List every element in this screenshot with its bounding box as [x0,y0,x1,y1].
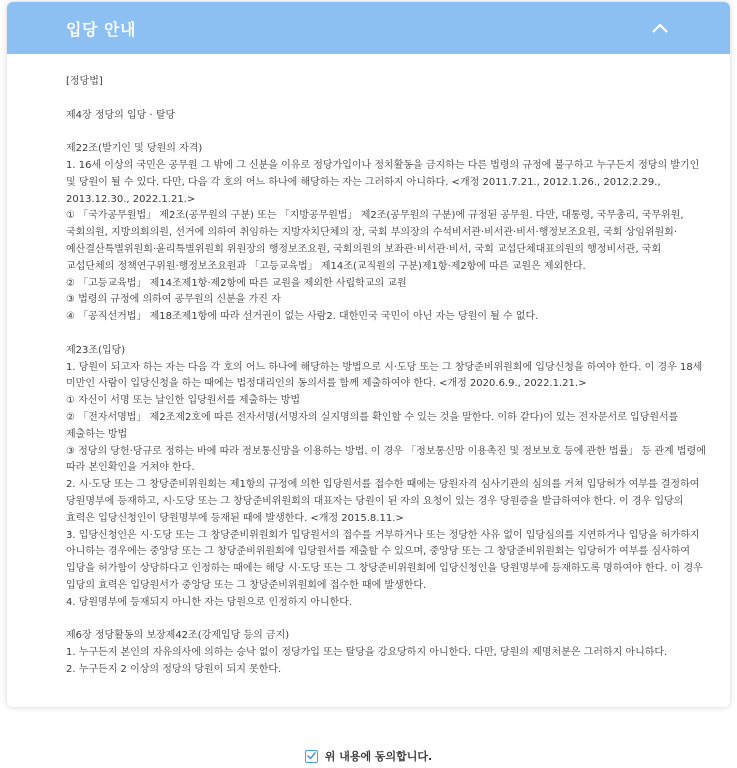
join-guide-panel [7,2,730,707]
article-23-paragraph-4: 4. 당원명부에 등재되지 아니한 자는 당원으로 인정하지 아니한다. [66,596,353,608]
article-23-paragraph-1: 1. 당원이 되고자 하는 자는 다음 각 호의 어느 하나에 해당하는 방법으로 시·도당 또는 그 창당준비위원회에 입당신청을 하여야 한다. 이 경우 18세 미만인 사람이 입당신청을 하는 때에는 법정대리인의 동의서를 함께 제출하여야 한다. <개정 2020.6.9., 2022.1.21.> [66,361,703,390]
article-42-paragraph-1: 1. 누구든지 본인의 자유의사에 의하는 승낙 없이 정당가입 또는 탈당을 강요당하지 아니한다. 다만, 당원의 제명처분은 그러하지 아니하다. [66,647,668,659]
article-22-item-2: ② 「고등교육법」 제14조제1항·제2항에 따른 교원을 제외한 사립학교의 교원 [66,277,407,289]
article-42-paragraph-2: 2. 누구든지 2 이상의 정당의 당원이 되지 못한다. [66,663,282,675]
agree-text: 위 내용에 동의합니다. [324,750,433,763]
panel-title: 입당 안내 [66,19,136,39]
article-23-item-2: ② 「전자서명법」 제2조제2호에 따른 전자서명(서명자의 실지명의를 확인할 수 있는 것을 말한다. 이하 같다)이 있는 전자문서로 입당원서를 제출하는 방법 [66,411,679,440]
article-22-heading: 제22조(발기인 및 당원의 자격) [66,143,203,155]
chevron-up-icon[interactable] [650,18,670,38]
article-23-paragraph-2: 2. 시·도당 또는 그 창당준비위원회는 제1항의 규정에 의한 입당원서를 접수한 때에는 당원자격 심사기관의 심의를 거쳐 입당허가 여부를 결정하여 당원명부에 등재하고, 시·도당 또는 그 창당준비위원회의 대표자는 당원이 된 자의 요청이 있는 경우 당원증을 발급하여야 한다. 이 경우 입당의 효력은 입당신청인이 당원명부에 등재된 때에 발생한다. <개정 2015.8.11.> [66,479,700,524]
article-22-paragraph-1: 1. 16세 이상의 국민은 공무원 그 밖에 그 신분을 이유로 정당가입이나 정치활동을 금지하는 다른 법령의 규정에 불구하고 누구든지 정당의 발기인 및 당원이 될 수 있다. 다만, 다음 각 호의 어느 하나에 해당하는 자는 그러하지 아니하다. <개정 2011.7.21., 2012.1.26., 2012.2.29., 2013.12.30., 2022.1.21.> [66,159,700,205]
chapter-heading: 제4장 정당의 입당 · 탈당 [66,109,176,121]
terms-text [7,54,730,679]
article-22-item-4: ④ 「공직선거법」 제18조제1항에 따라 선거권이 없는 사람2. 대한민국 국민이 아닌 자는 당원이 될 수 없다. [66,311,539,323]
article-22-item-3: ③ 법령의 규정에 의하여 공무원의 신분을 가진 자 [66,294,281,306]
article-23-item-1: ① 자신이 서명 또는 날인한 입당원서를 제출하는 방법 [66,395,301,407]
agree-checkbox-label[interactable] [305,748,432,764]
article-23-heading: 제23조(입당) [66,344,126,356]
article-22-item-1: ① 「국가공무원법」 제2조(공무원의 구분) 또는 「지방공무원법」 제2조(공무원의 구분)에 규정된 공무원. 다만, 대통령, 국무총리, 국무위원, 국회의원, 지방의회의원, 선거에 의하여 취임하는 지방자치단체의 장, 국회 부의장의 수석비서관·비서관·비서·행정보조요원, 국회 상임위원회·예산결산특별위원회·윤리특별위원회 위원장의 행정보조요원, 국회의원의 보좌관·비서관·비서, 국회 교섭단체대표의원의 행정비서관, 국회 교섭단체의 정책연구위원·행정보조요원과 「고등교육법」 제14조(교직원의 구분)제1항·제2항에 따른 교원은 제외한다. [66,210,684,272]
article-23-paragraph-3: 3. 입당신청인은 시·도당 또는 그 창당준비위원회가 입당원서의 접수를 거부하거나 또는 정당한 사유 없이 입당심의를 지연하거나 입당을 허가하지 아니하는 경우에는 중앙당 또는 그 창당준비위원회에 입당원서를 제출할 수 있으며, 중앙당 또는 그 창당준비위원회는 입당허가 여부를 심사하여 입당을 허가함이 상당하다고 인정하는 때에는 해당 시·도당 또는 그 창당준비위원회에 입당신청인을 당원명부에 등재하도록 명하여야 한다. 이 경우 입당의 효력은 입당원서가 중앙당 또는 그 창당준비위원회에 접수한 때에 발생한다. [66,529,703,591]
article-23-item-3: ③ 정당의 당헌·당규로 정하는 바에 따라 정보통신망을 이용하는 방법. 이 경우 「정보통신망 이용촉진 및 정보보호 등에 관한 법률」 등 관계 법령에 따라 본인확인을 거쳐야 한다. [66,445,706,474]
checkmark-icon [307,752,316,760]
article-42-heading: 제6장 정당활동의 보장제42조(강제입당 등의 금지) [66,630,290,642]
agree-checkbox[interactable] [305,750,318,763]
agreement-row [0,748,737,764]
panel-header[interactable] [7,2,730,54]
law-name: [정당법] [66,76,103,87]
